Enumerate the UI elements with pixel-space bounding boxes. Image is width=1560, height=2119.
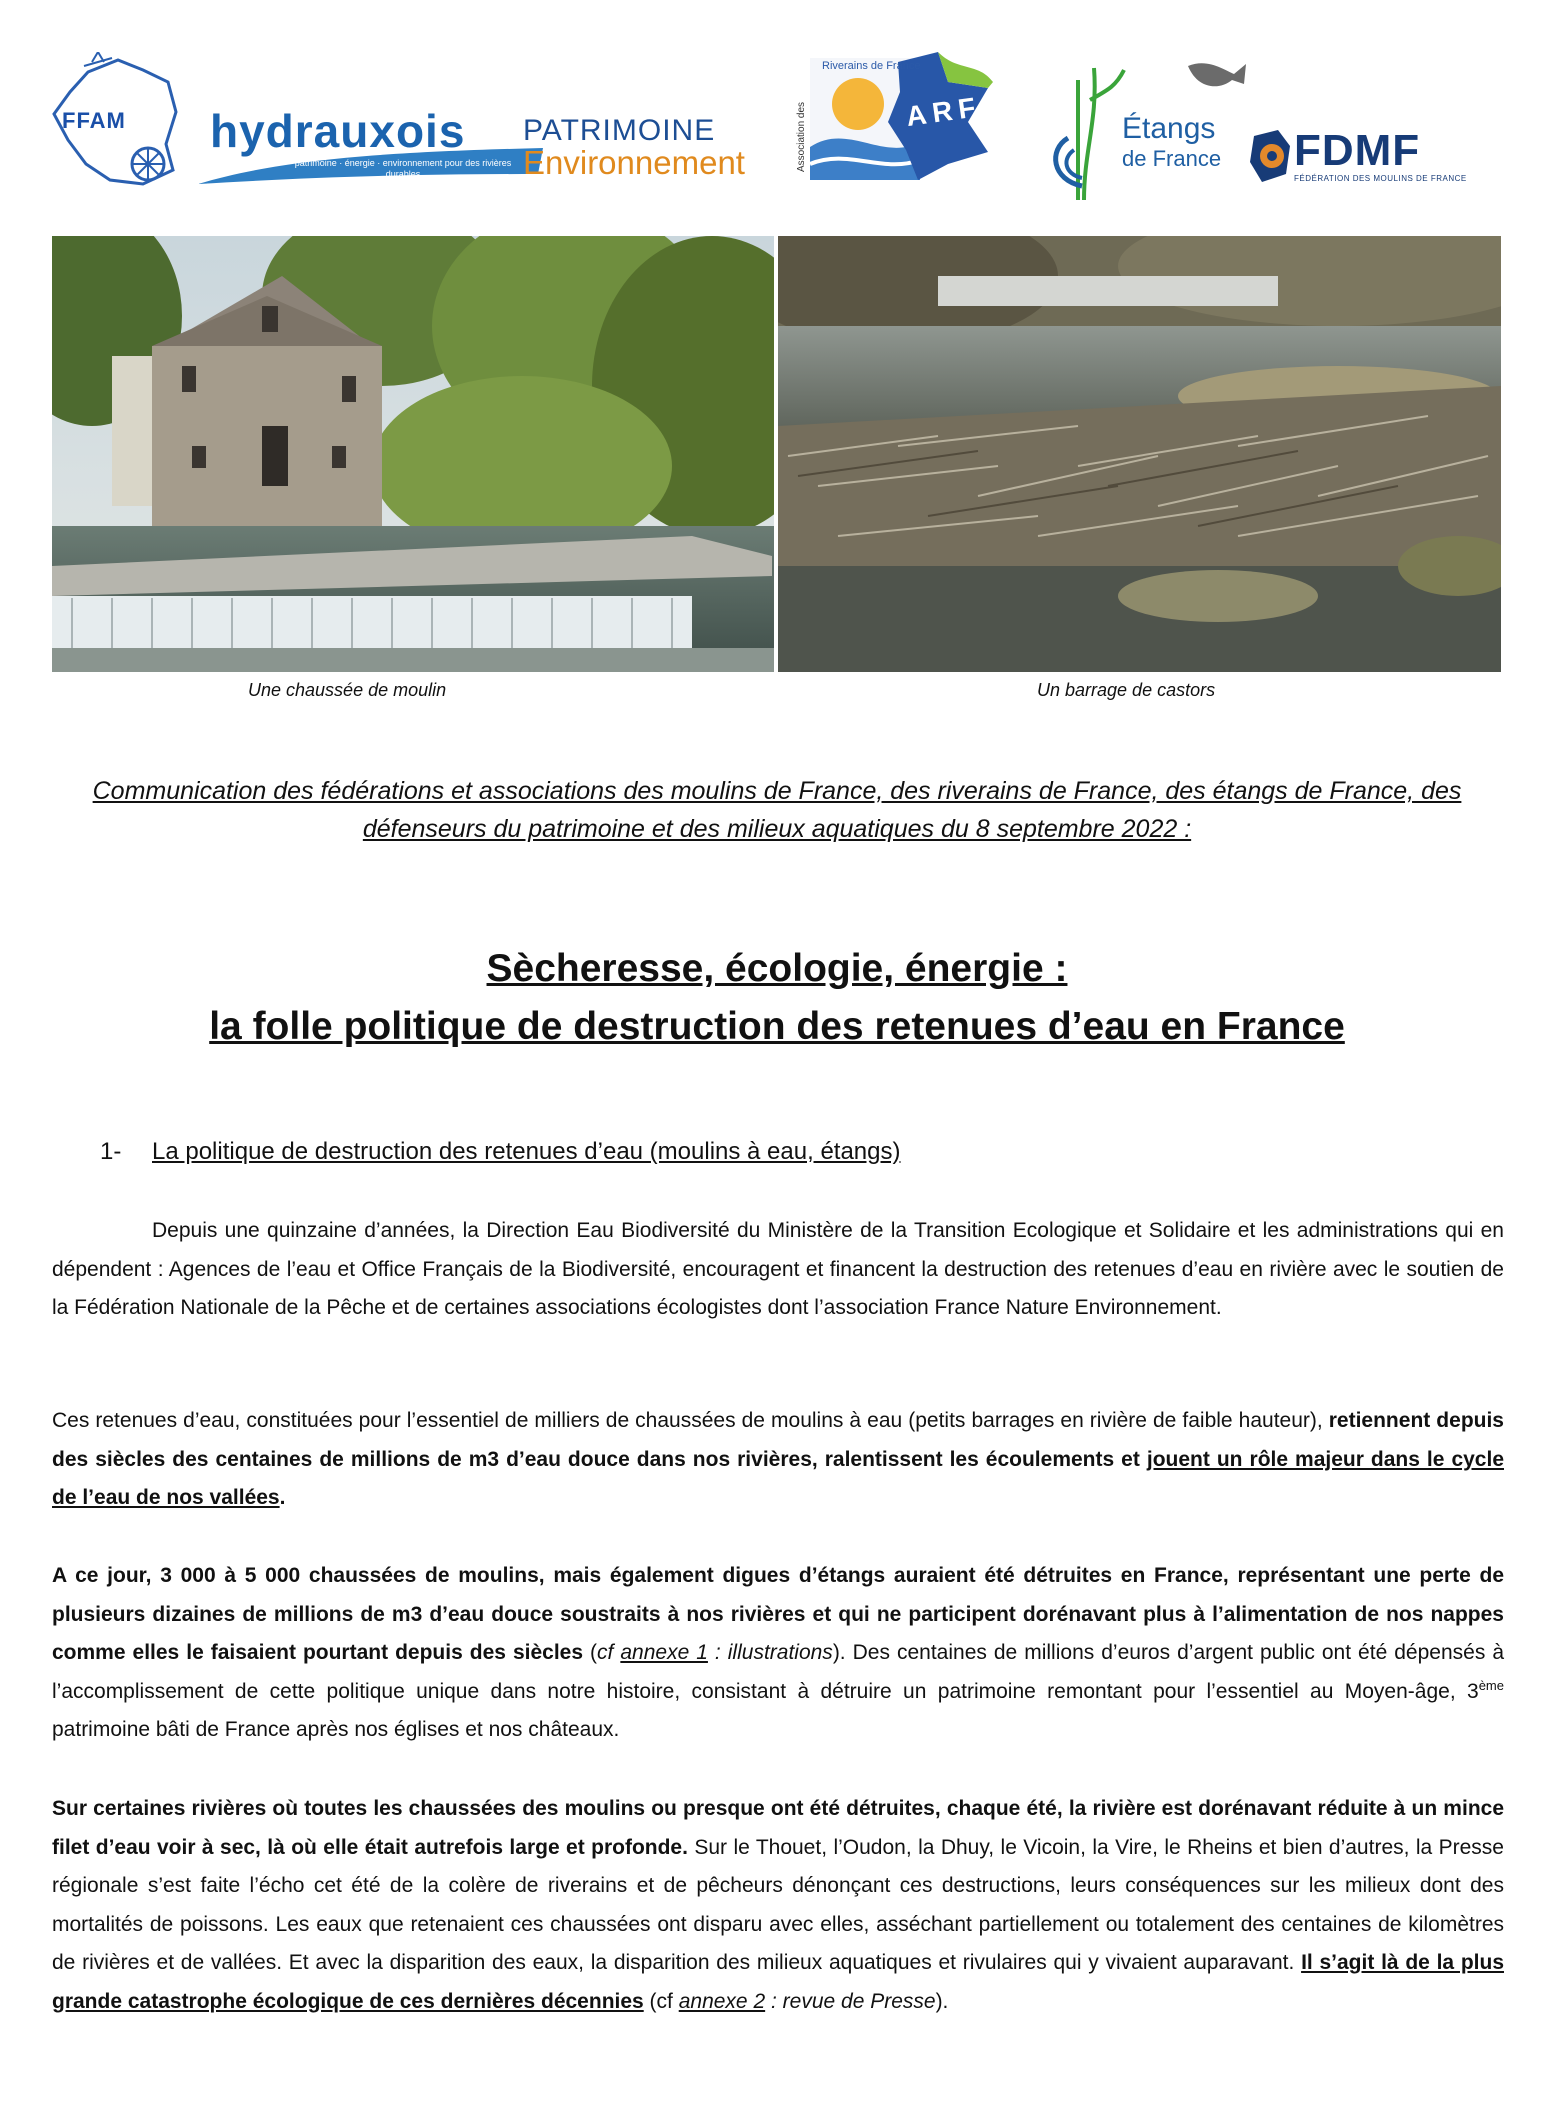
p2-text-a: Ces retenues d’eau, constituées pour l’essentiel de milliers de chaussées de moulins à eau (petits barrages en rivière de faible hauteur), (52, 1409, 1329, 1432)
communication-intro: Communication des fédérations et associations des moulins de France, des riverains de France, des étangs de France, des défenseurs du patrimoine et des milieux aquatiques du 8 septembre 2022 : (92, 777, 1462, 843)
ffam-text: FFAM (62, 108, 126, 133)
mill-weir-image (52, 236, 774, 672)
fdmf-logo (1248, 126, 1468, 196)
beaver-caption: Un barrage de castors (1037, 680, 1216, 700)
page-title (52, 940, 1502, 1056)
logo-strip (48, 52, 1468, 202)
arf-side-text: Association des (796, 101, 807, 172)
p2-end: . (279, 1486, 286, 1509)
annexe-2-link[interactable]: annexe 2 (678, 1989, 766, 2013)
arf-logo (788, 52, 1008, 187)
hydrauxois-tagline: patrimoine · énergie · environnement pour des rivières durables (294, 158, 512, 179)
de-france-text: de France (1122, 146, 1222, 171)
ffam-logo (48, 52, 198, 192)
section-heading-1 (100, 1138, 901, 1166)
arf-top-text: Riverains de France (822, 60, 921, 72)
p3-text: ). Des centaines de millions d’euros d’argent public ont été dépensés à l’accomplissement de cette politique unique dans notre histoire, consistant à détruire un patrimoine remontant pour l’essentiel au Moyen-âge, 3 (52, 1641, 1504, 1703)
fdmf-wheel-icon (1248, 126, 1294, 186)
p3-bold: A ce jour, 3 000 à 5 000 chaussées de moulins, mais également digues d’étangs auraient été détruites en France, représentant une perte de plusieurs dizaines de millions de m3 d’eau douce soustraits à nos rivières et qui ne participent dorénavant plus à l’alimentation de nos nappes comme elles le faisaient pourtant depuis des siècles (52, 1564, 1504, 1664)
environnement-text: Environnement (523, 144, 745, 181)
p4-paren-open: (cf (643, 1989, 679, 2013)
p4-text: Sur le Thouet, l’Oudon, la Dhuy, le Vicoin, la Vire, le Rheins et bien d’autres, la Presse régionale s’est faite l’écho cet été de la colère de riverains et de pêcheurs dénonçant ces destructions, leurs conséquences sur les milieux dont des mortalités de poissons. Les eaux que retenaient ces chaussées ont disparu avec elles, asséchant partiellement ou totalement des centaines de kilomètres de rivières et de vallées. Et avec la disparition des eaux, la disparition des milieux aquatiques et rivulaires qui y vivaient auparavant. (52, 1835, 1504, 1974)
paragraph-3 (52, 1557, 1504, 1750)
p3-illustrations: : illustrations (707, 1641, 833, 1664)
beaver-dam-image (778, 236, 1501, 672)
p4-bold-underline: Il s’agit là de la plus grande catastrophe écologique de ces dernières décennies (52, 1951, 1504, 2013)
paragraph-2 (52, 1402, 1504, 1518)
fdmf-subtitle: FÉDÉRATION DES MOULINS DE FRANCE (1294, 174, 1467, 183)
paragraph-1: Depuis une quinzaine d’années, la Direction Eau Biodiversité du Ministère de la Transition Ecologique et Solidaire et les administrations qui en dépendent : Agences de l’eau et Office Français de la Biodiversité, encouragent et financent la destruction des retenues d’eau en rivière avec le soutien de la Fédération Nationale de la Pêche et de certaines associations écologistes dont l’association France Nature Environnement. (52, 1219, 1504, 1319)
patrimoine-text: PATRIMOINE (523, 114, 716, 147)
beaver-dam-photo (778, 236, 1501, 672)
annexe-1-link[interactable]: annexe 1 (620, 1641, 708, 1664)
p3-text-end: patrimoine bâti de France après nos églises et nos châteaux. (52, 1718, 620, 1741)
paragraph-4 (52, 1790, 1504, 2021)
mill-caption: Une chaussée de moulin (248, 680, 447, 700)
p4-revue: : revue de Presse (765, 1989, 936, 2013)
fdmf-text: FDMF (1294, 126, 1421, 175)
p2-bold-underline: jouent un rôle majeur dans le cycle de l’eau de nos vallées (52, 1447, 1504, 1509)
title-line-1: Sècheresse, écologie, énergie : (486, 947, 1068, 990)
section-number: 1- (100, 1138, 122, 1165)
etangs-de-france-logo (1038, 60, 1268, 200)
p4-bold: Sur certaines rivières où toutes les chaussées des moulins ou presque ont été détruites, chaque été, la rivière est dorénavant réduite à un mince filet d’eau voir à sec, là où elle était autrefois large et profonde. (52, 1797, 1504, 1859)
section-label: La politique de destruction des retenues d’eau (moulins à eau, étangs) (152, 1138, 901, 1165)
p3-cf: cf (597, 1641, 621, 1664)
title-line-2: la folle politique de destruction des retenues d’eau en France (209, 1005, 1345, 1048)
mill-weir-photo (52, 236, 774, 672)
patrimoine-environnement-logo (523, 114, 823, 194)
arf-letters: ARF (904, 90, 984, 133)
p2-bold: retiennent depuis des siècles des centaines de millions de m3 d’eau douce dans nos rivières, ralentissent les écoulements et (52, 1409, 1504, 1471)
p4-end: ). (935, 1989, 949, 2013)
etangs-text: Étangs (1122, 112, 1216, 145)
p3-superscript: ème (1478, 1677, 1504, 1693)
hydrauxois-logo (198, 104, 543, 184)
p3-paren-open: ( (583, 1641, 598, 1664)
hydrauxois-text: hydrauxois (210, 105, 466, 157)
